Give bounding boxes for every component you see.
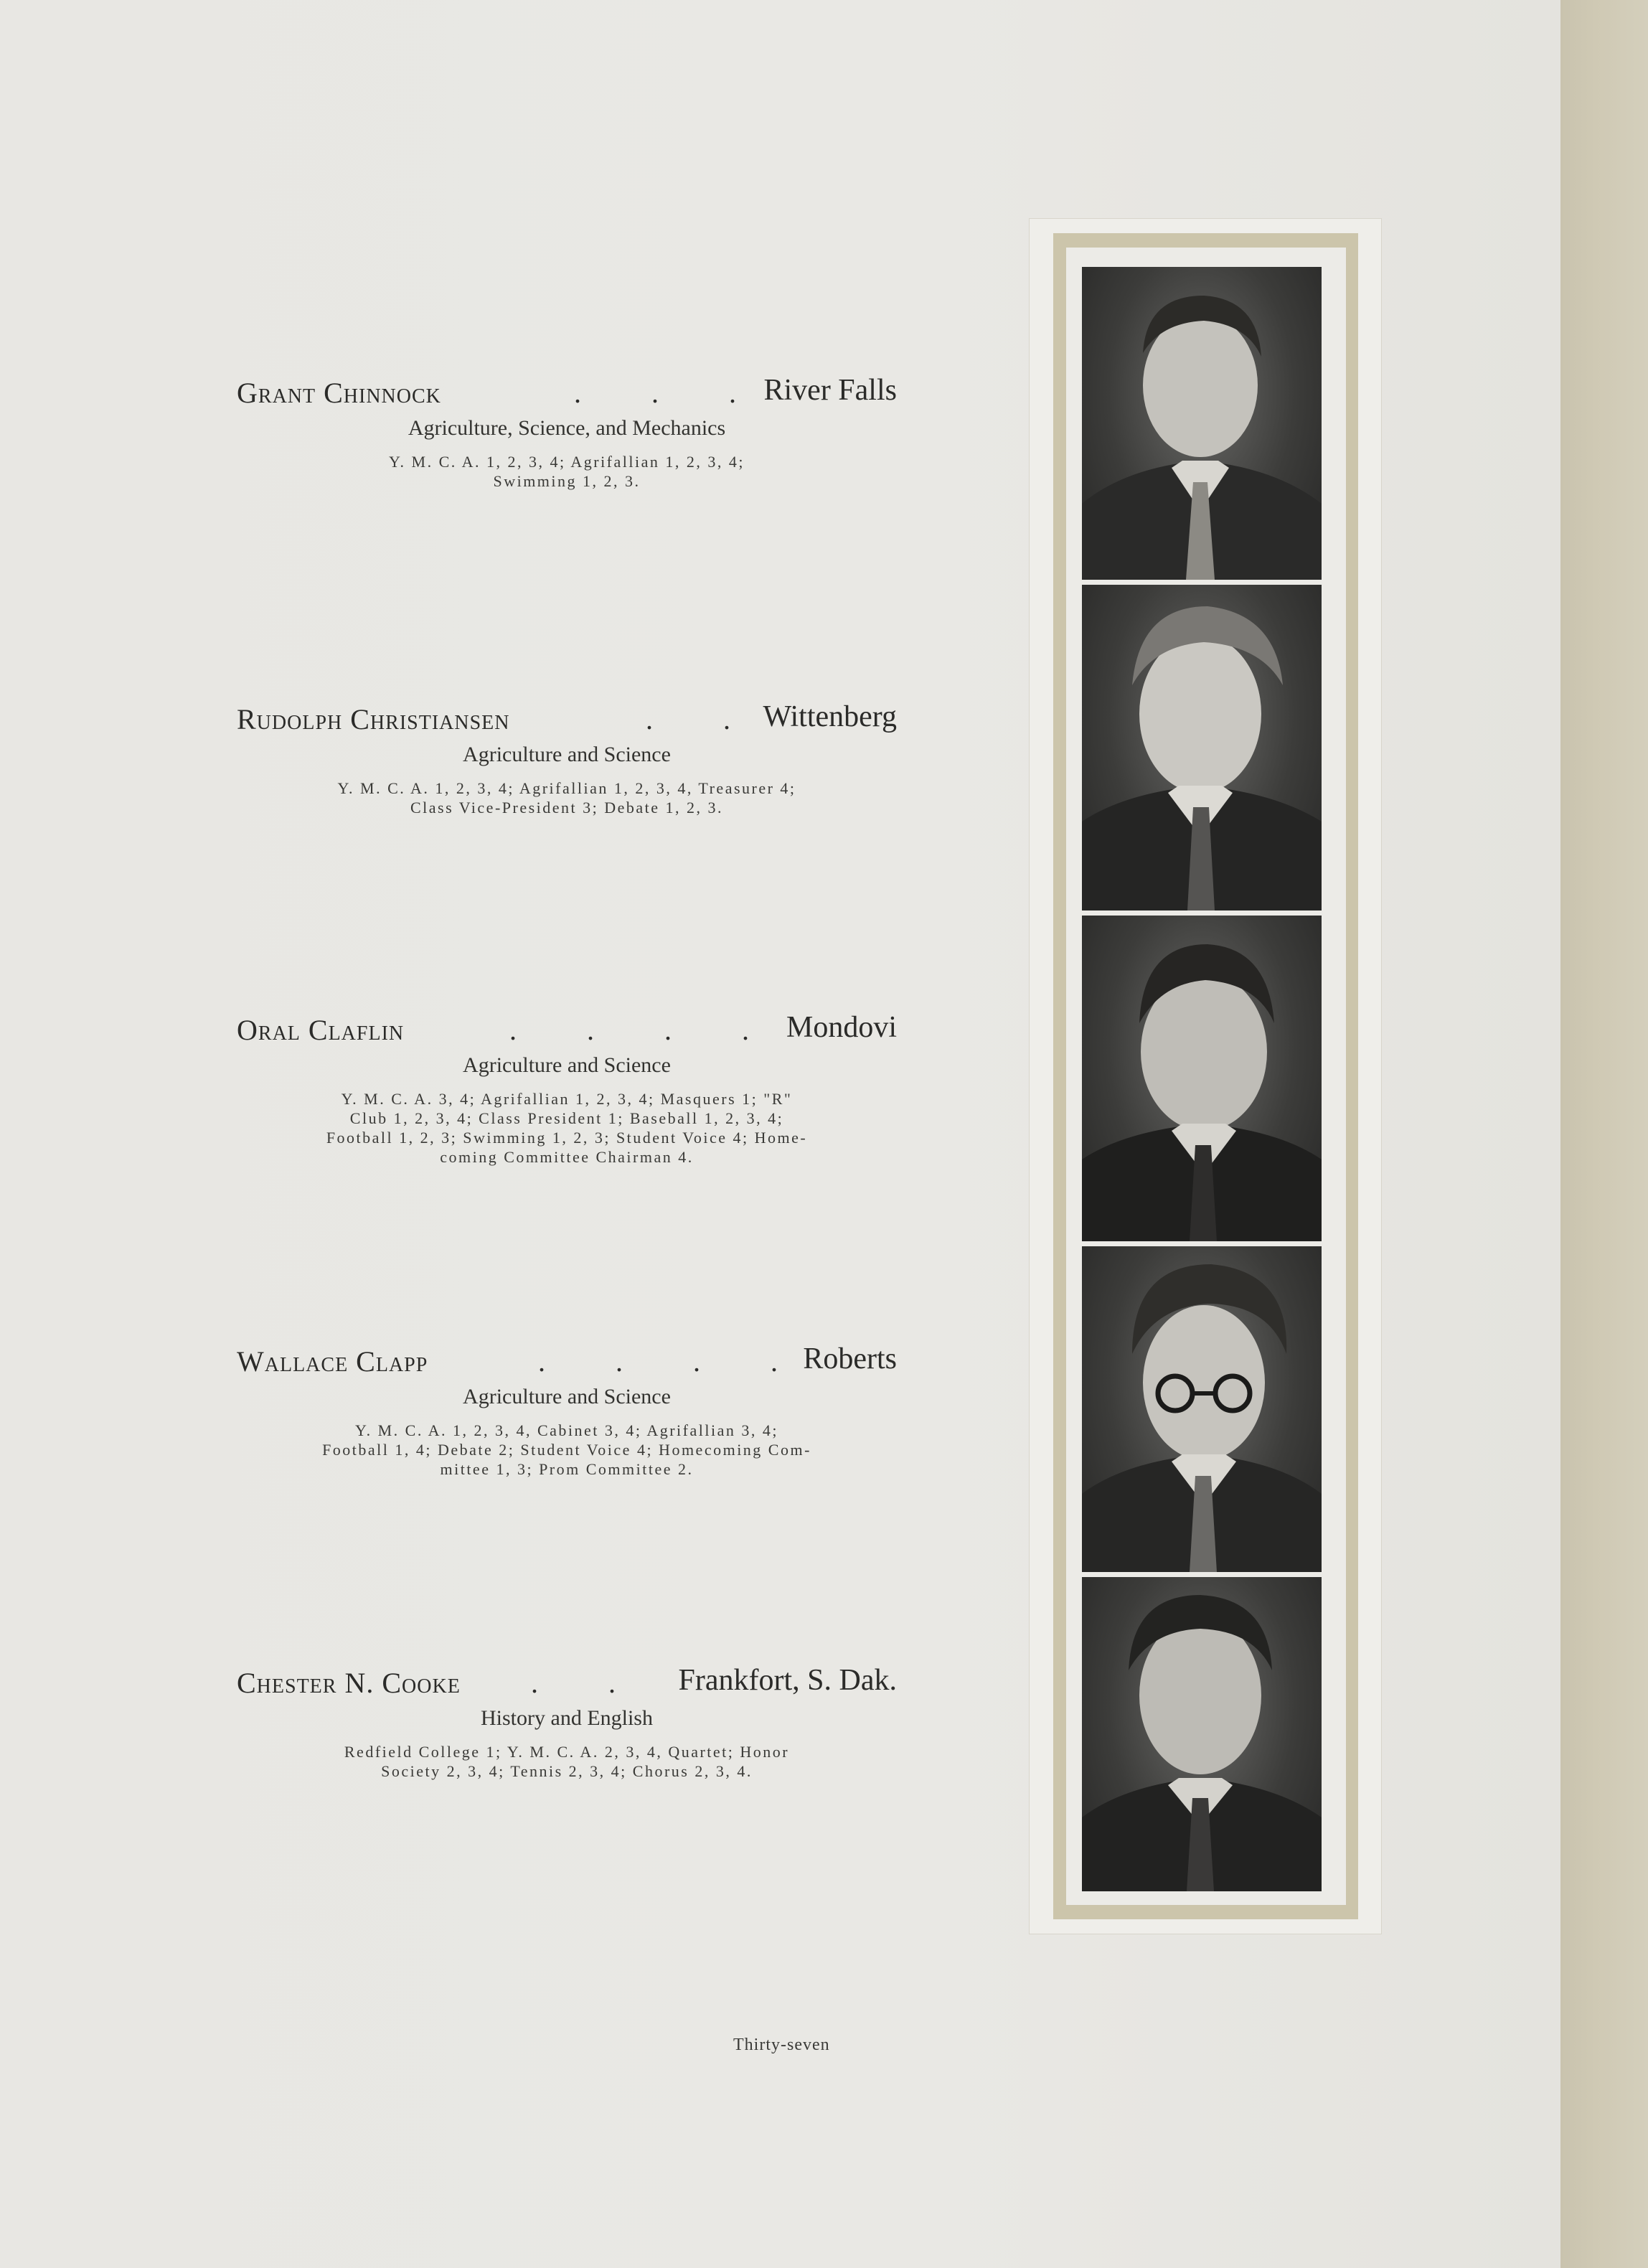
portrait-photo [1082, 1246, 1322, 1572]
page-edge [1560, 0, 1648, 2268]
senior-hometown: Frankfort, S. Dak. [678, 1664, 897, 1697]
senior-name: Oral Claflin [237, 1014, 405, 1046]
leader-dots: . . [531, 1667, 647, 1699]
portrait-figure [1082, 267, 1322, 580]
senior-activities [273, 1742, 861, 1781]
senior-name: Wallace Clapp [237, 1345, 428, 1378]
senior-activities [273, 1421, 861, 1479]
senior-hometown: Roberts [803, 1342, 897, 1375]
activities-line: Y. M. C. A. 3, 4; Agrifallian 1, 2, 3, 4; Masquers 1; "R" [341, 1090, 793, 1108]
senior-name: Chester N. Cooke [237, 1667, 461, 1699]
senior-course: Agriculture and Science [463, 1053, 671, 1077]
senior-activities [273, 1089, 861, 1167]
activities-line: Y. M. C. A. 1, 2, 3, 4; Agrifallian 1, 2, 3, 4, Treasurer 4; [337, 779, 796, 797]
activities-line: coming Committee Chairman 4. [440, 1148, 694, 1166]
activities-line: Society 2, 3, 4; Tennis 2, 3, 4; Chorus 2, 3, 4. [381, 1762, 753, 1780]
leader-dots: . . [646, 703, 762, 735]
senior-name: Rudolph Christiansen [237, 703, 510, 735]
portrait-figure [1082, 1577, 1322, 1891]
portrait-figure [1082, 916, 1322, 1241]
page-number: Thirty-seven [733, 2036, 830, 2054]
activities-line: Football 1, 2, 3; Swimming 1, 2, 3; Student Voice 4; Home- [326, 1129, 808, 1147]
leader-dots: . . . . [509, 1014, 781, 1046]
senior-course: Agriculture and Science [463, 1385, 671, 1408]
senior-course: Agriculture and Science [463, 743, 671, 766]
portrait-photo [1082, 1577, 1322, 1891]
portrait-figure [1082, 585, 1322, 911]
activities-line: Class Vice-President 3; Debate 1, 2, 3. [410, 799, 724, 817]
leader-dots: . . . [574, 377, 768, 409]
portrait-photo [1082, 267, 1322, 580]
portrait-figure [1082, 1246, 1322, 1572]
senior-course: Agriculture, Science, and Mechanics [408, 416, 726, 440]
senior-name: Grant Chinnock [237, 377, 441, 409]
leader-dots: . . . . [538, 1345, 809, 1378]
activities-line: Redfield College 1; Y. M. C. A. 2, 3, 4, Quartet; Honor [344, 1743, 790, 1761]
activities-line: Swimming 1, 2, 3. [493, 472, 641, 490]
activities-line: mittee 1, 3; Prom Committee 2. [440, 1460, 694, 1478]
activities-line: Y. M. C. A. 1, 2, 3, 4; Agrifallian 1, 2, 3, 4; [389, 453, 745, 471]
portrait-photo [1082, 585, 1322, 911]
activities-line: Y. M. C. A. 1, 2, 3, 4, Cabinet 3, 4; Agrifallian 3, 4; [355, 1421, 778, 1439]
senior-activities [273, 778, 861, 817]
portrait-photo [1082, 916, 1322, 1241]
senior-hometown: River Falls [763, 374, 897, 407]
activities-line: Football 1, 4; Debate 2; Student Voice 4; Homecoming Com- [322, 1441, 811, 1459]
senior-course: History and English [481, 1706, 653, 1730]
activities-line: Club 1, 2, 3, 4; Class President 1; Baseball 1, 2, 3, 4; [349, 1109, 784, 1127]
senior-activities [273, 452, 861, 491]
senior-hometown: Mondovi [786, 1011, 897, 1044]
senior-hometown: Wittenberg [763, 700, 897, 733]
